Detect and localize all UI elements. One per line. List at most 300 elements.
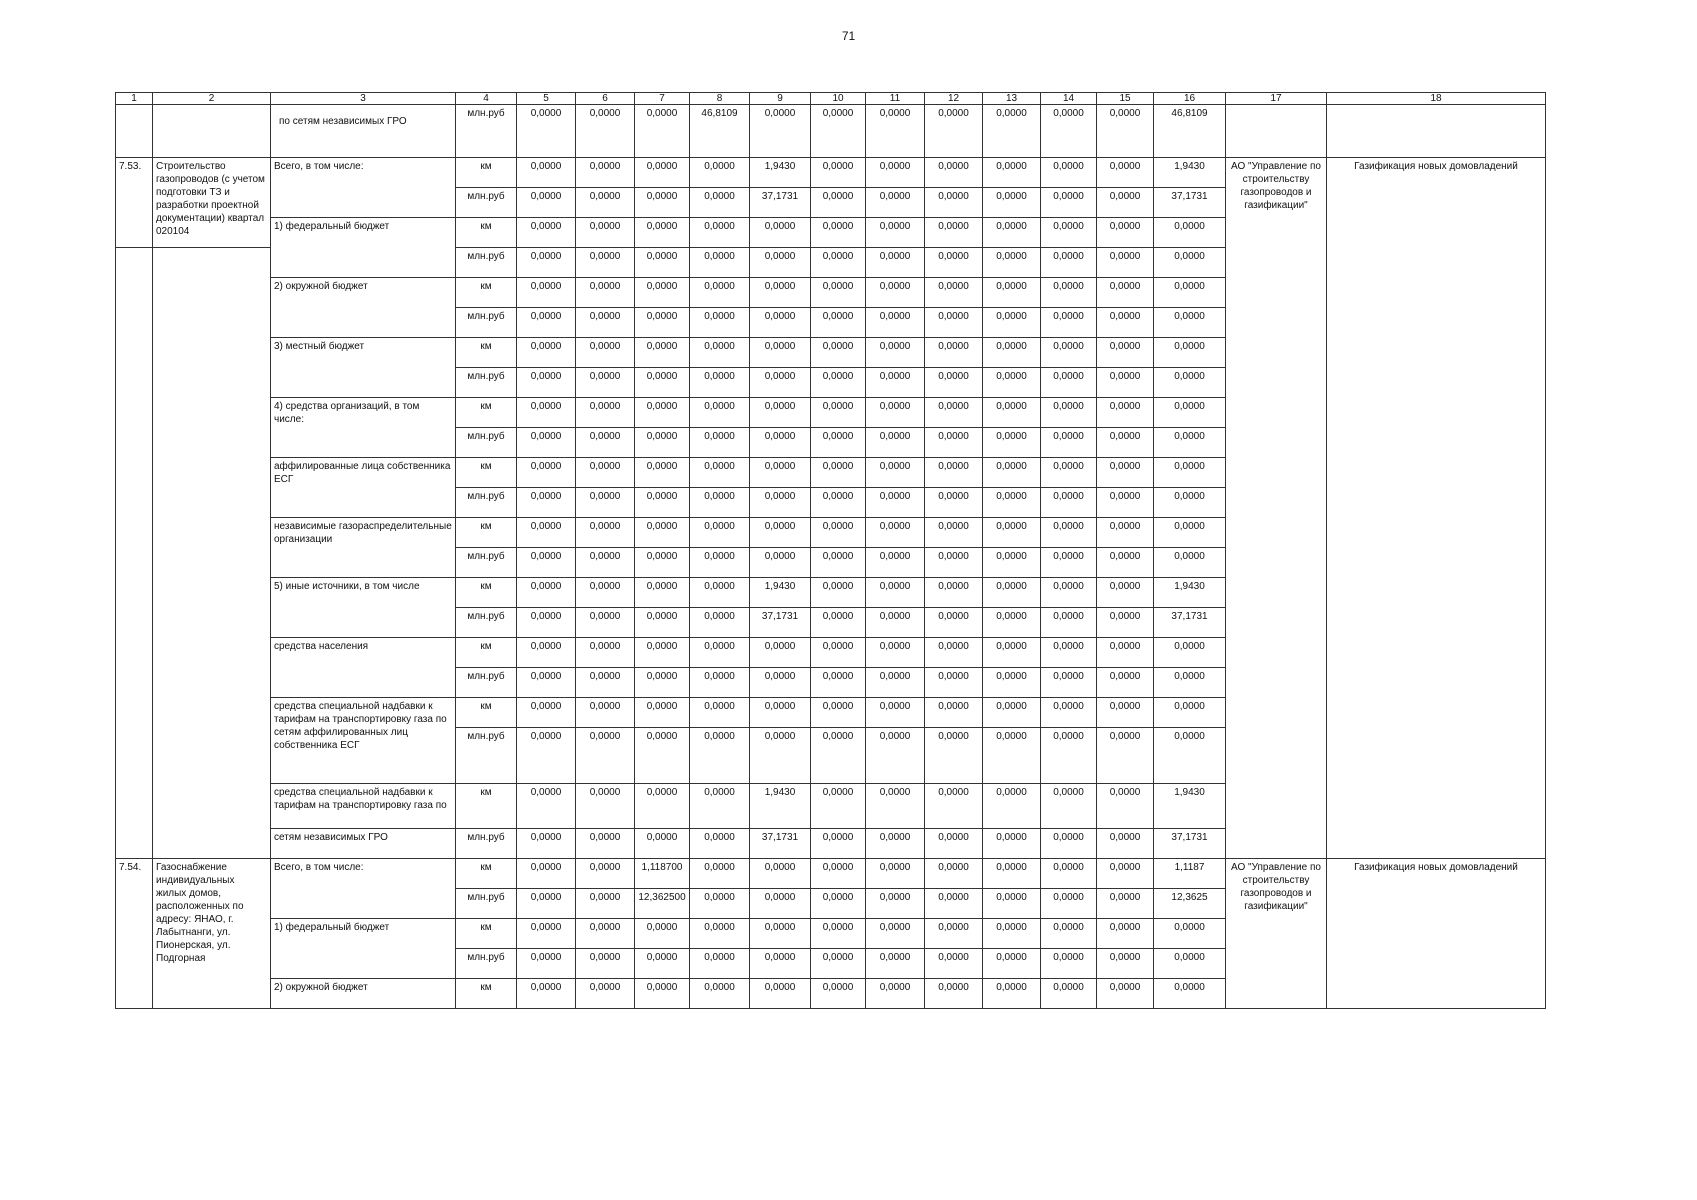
value-cell: 0,0000 [690, 278, 750, 308]
value-cell: 37,1731 [750, 608, 811, 638]
value-cell: 0,0000 [576, 188, 635, 218]
value-cell: 0,0000 [925, 428, 983, 458]
value-cell: 0,0000 [690, 728, 750, 784]
value-cell: 0,0000 [811, 218, 866, 248]
value-cell: 0,0000 [1097, 218, 1154, 248]
value-cell: 0,0000 [750, 548, 811, 578]
value-cell: 0,0000 [866, 578, 925, 608]
value-cell: 0,0000 [866, 548, 925, 578]
value-cell: 0,0000 [1097, 829, 1154, 859]
value-cell: 0,0000 [866, 668, 925, 698]
row-label: по сетям независимых ГРО [271, 105, 456, 158]
value-cell: 0,0000 [811, 889, 866, 919]
value-cell: 0,0000 [635, 458, 690, 488]
value-cell: 0,0000 [517, 578, 576, 608]
value-cell: 0,0000 [576, 398, 635, 428]
value-cell: 12,3625 [1154, 889, 1226, 919]
value-cell: 0,0000 [866, 428, 925, 458]
value-cell: 0,0000 [690, 859, 750, 889]
value-cell: 0,0000 [750, 859, 811, 889]
value-cell: 0,0000 [925, 368, 983, 398]
value-cell: 0,0000 [576, 784, 635, 829]
value-cell: 0,0000 [1097, 548, 1154, 578]
unit-cell: млн.руб [456, 728, 517, 784]
unit-cell: млн.руб [456, 548, 517, 578]
value-cell: 0,0000 [983, 859, 1041, 889]
value-cell: 0,0000 [1041, 578, 1097, 608]
table-row [116, 93, 1546, 105]
value-cell: 0,0000 [517, 398, 576, 428]
empty-cell [116, 105, 153, 158]
unit-cell: км [456, 578, 517, 608]
value-cell: 0,0000 [635, 578, 690, 608]
value-cell: 0,0000 [866, 218, 925, 248]
value-cell: 0,0000 [750, 979, 811, 1009]
value-cell: 0,0000 [983, 105, 1041, 158]
value-cell: 0,0000 [1041, 949, 1097, 979]
value-cell: 46,8109 [690, 105, 750, 158]
value-cell: 0,0000 [1041, 105, 1097, 158]
value-cell: 0,0000 [925, 829, 983, 859]
unit-cell: км [456, 919, 517, 949]
value-cell: 0,0000 [925, 919, 983, 949]
unit-cell: млн.руб [456, 668, 517, 698]
value-cell: 0,0000 [983, 889, 1041, 919]
value-cell: 0,0000 [811, 859, 866, 889]
value-cell: 0,0000 [866, 105, 925, 158]
value-cell: 0,0000 [983, 458, 1041, 488]
value-cell: 0,0000 [866, 698, 925, 728]
value-cell: 0,0000 [635, 919, 690, 949]
value-cell: 0,0000 [811, 278, 866, 308]
value-cell: 0,0000 [1097, 668, 1154, 698]
value-cell: 0,0000 [690, 829, 750, 859]
value-cell: 0,0000 [811, 488, 866, 518]
value-cell: 37,1731 [1154, 188, 1226, 218]
value-cell: 37,1731 [1154, 829, 1226, 859]
value-cell: 0,0000 [866, 368, 925, 398]
value-cell: 0,0000 [1154, 368, 1226, 398]
value-cell: 0,0000 [811, 548, 866, 578]
unit-cell: км [456, 158, 517, 188]
value-cell: 0,0000 [1097, 949, 1154, 979]
value-cell: 0,0000 [635, 248, 690, 278]
value-cell: 0,0000 [635, 698, 690, 728]
value-cell: 0,0000 [866, 158, 925, 188]
unit-cell: млн.руб [456, 608, 517, 638]
value-cell: 0,0000 [690, 248, 750, 278]
unit-cell: млн.руб [456, 308, 517, 338]
value-cell: 0,0000 [635, 979, 690, 1009]
value-cell: 0,0000 [866, 829, 925, 859]
row-label: 3) местный бюджет [271, 338, 456, 398]
value-cell: 0,0000 [1154, 278, 1226, 308]
value-cell: 0,0000 [1154, 458, 1226, 488]
purpose-cell: Газификация новых домовладений [1327, 859, 1546, 1009]
unit-cell: км [456, 278, 517, 308]
value-cell: 0,0000 [750, 518, 811, 548]
value-cell: 0,0000 [635, 548, 690, 578]
value-cell: 0,0000 [1041, 668, 1097, 698]
value-cell: 0,0000 [866, 728, 925, 784]
value-cell: 0,0000 [811, 458, 866, 488]
value-cell: 0,0000 [925, 728, 983, 784]
value-cell: 0,0000 [635, 949, 690, 979]
value-cell: 0,0000 [983, 518, 1041, 548]
value-cell: 0,0000 [635, 188, 690, 218]
value-cell: 0,0000 [1041, 488, 1097, 518]
value-cell: 0,0000 [866, 338, 925, 368]
value-cell: 0,0000 [1041, 518, 1097, 548]
value-cell: 0,0000 [635, 398, 690, 428]
column-header: 3 [271, 93, 456, 105]
table-row [116, 859, 1546, 889]
value-cell: 0,0000 [866, 919, 925, 949]
value-cell: 0,0000 [866, 518, 925, 548]
unit-cell: км [456, 338, 517, 368]
value-cell: 0,0000 [517, 308, 576, 338]
value-cell: 0,0000 [690, 668, 750, 698]
empty-cell [1226, 105, 1327, 158]
value-cell: 0,0000 [1154, 638, 1226, 668]
unit-cell: км [456, 784, 517, 829]
value-cell: 0,0000 [866, 638, 925, 668]
value-cell: 0,0000 [983, 949, 1041, 979]
value-cell: 0,0000 [1041, 158, 1097, 188]
value-cell: 37,1731 [750, 188, 811, 218]
value-cell: 0,0000 [517, 188, 576, 218]
value-cell: 0,0000 [811, 518, 866, 548]
column-header: 10 [811, 93, 866, 105]
value-cell: 0,0000 [517, 218, 576, 248]
value-cell: 0,0000 [576, 488, 635, 518]
value-cell: 1,118700 [635, 859, 690, 889]
value-cell: 0,0000 [750, 278, 811, 308]
value-cell: 0,0000 [983, 368, 1041, 398]
value-cell: 0,0000 [635, 105, 690, 158]
executor-cell: АО "Управление по строительству газопроводов и газификации" [1226, 859, 1327, 1009]
value-cell: 1,9430 [1154, 578, 1226, 608]
value-cell: 0,0000 [517, 608, 576, 638]
value-cell: 0,0000 [925, 979, 983, 1009]
value-cell: 0,0000 [690, 338, 750, 368]
value-cell: 0,0000 [983, 668, 1041, 698]
unit-cell: млн.руб [456, 105, 517, 158]
value-cell: 0,0000 [690, 218, 750, 248]
row-label: сетям независимых ГРО [271, 829, 456, 859]
purpose-cell: Газификация новых домовладений [1327, 158, 1546, 859]
row-label: аффилированные лица собственника ЕСГ [271, 458, 456, 518]
value-cell: 0,0000 [690, 158, 750, 188]
unit-cell: км [456, 859, 517, 889]
section-number: 7.53. [116, 158, 153, 248]
value-cell: 0,0000 [925, 889, 983, 919]
value-cell: 0,0000 [750, 428, 811, 458]
value-cell: 0,0000 [1097, 784, 1154, 829]
value-cell: 0,0000 [1041, 919, 1097, 949]
value-cell: 0,0000 [1041, 728, 1097, 784]
value-cell: 0,0000 [517, 889, 576, 919]
value-cell: 0,0000 [866, 859, 925, 889]
value-cell: 0,0000 [983, 548, 1041, 578]
value-cell: 0,0000 [925, 638, 983, 668]
value-cell: 0,0000 [925, 338, 983, 368]
value-cell: 0,0000 [517, 518, 576, 548]
row-label: 1) федеральный бюджет [271, 218, 456, 278]
value-cell: 12,362500 [635, 889, 690, 919]
column-header: 7 [635, 93, 690, 105]
value-cell: 0,0000 [925, 458, 983, 488]
table-row [116, 105, 1546, 158]
value-cell: 0,0000 [811, 158, 866, 188]
value-cell: 0,0000 [866, 608, 925, 638]
value-cell: 0,0000 [811, 248, 866, 278]
empty-cell [153, 248, 271, 859]
value-cell: 0,0000 [1154, 248, 1226, 278]
value-cell: 0,0000 [690, 188, 750, 218]
value-cell: 0,0000 [750, 668, 811, 698]
value-cell: 0,0000 [690, 698, 750, 728]
value-cell: 0,0000 [1041, 784, 1097, 829]
value-cell: 0,0000 [517, 548, 576, 578]
value-cell: 0,0000 [811, 578, 866, 608]
unit-cell: млн.руб [456, 949, 517, 979]
value-cell: 0,0000 [811, 188, 866, 218]
value-cell: 0,0000 [866, 979, 925, 1009]
value-cell: 0,0000 [983, 428, 1041, 458]
value-cell: 0,0000 [983, 829, 1041, 859]
value-cell: 0,0000 [750, 488, 811, 518]
unit-cell: млн.руб [456, 829, 517, 859]
value-cell: 0,0000 [983, 158, 1041, 188]
value-cell: 0,0000 [576, 458, 635, 488]
empty-cell [153, 105, 271, 158]
value-cell: 0,0000 [576, 889, 635, 919]
value-cell: 0,0000 [866, 488, 925, 518]
value-cell: 0,0000 [1097, 919, 1154, 949]
unit-cell: км [456, 218, 517, 248]
value-cell: 0,0000 [925, 518, 983, 548]
value-cell: 0,0000 [811, 784, 866, 829]
column-header: 9 [750, 93, 811, 105]
value-cell: 0,0000 [517, 668, 576, 698]
value-cell: 0,0000 [1041, 608, 1097, 638]
unit-cell: млн.руб [456, 428, 517, 458]
unit-cell: млн.руб [456, 188, 517, 218]
value-cell: 0,0000 [1041, 829, 1097, 859]
value-cell: 0,0000 [1097, 518, 1154, 548]
column-header: 12 [925, 93, 983, 105]
value-cell: 0,0000 [690, 578, 750, 608]
value-cell: 0,0000 [983, 278, 1041, 308]
value-cell: 0,0000 [690, 398, 750, 428]
value-cell: 0,0000 [750, 368, 811, 398]
value-cell: 0,0000 [1154, 428, 1226, 458]
value-cell: 0,0000 [925, 158, 983, 188]
value-cell: 0,0000 [576, 728, 635, 784]
value-cell: 0,0000 [925, 488, 983, 518]
column-header: 8 [690, 93, 750, 105]
value-cell: 0,0000 [1154, 668, 1226, 698]
value-cell: 0,0000 [925, 859, 983, 889]
value-cell: 0,0000 [1097, 608, 1154, 638]
value-cell: 0,0000 [811, 668, 866, 698]
value-cell: 0,0000 [1097, 728, 1154, 784]
value-cell: 1,9430 [750, 784, 811, 829]
column-header: 11 [866, 93, 925, 105]
value-cell: 0,0000 [576, 608, 635, 638]
unit-cell: млн.руб [456, 368, 517, 398]
value-cell: 0,0000 [576, 548, 635, 578]
value-cell: 0,0000 [1041, 218, 1097, 248]
value-cell: 0,0000 [866, 458, 925, 488]
value-cell: 0,0000 [1097, 488, 1154, 518]
value-cell: 0,0000 [925, 188, 983, 218]
value-cell: 0,0000 [1041, 188, 1097, 218]
value-cell: 0,0000 [1041, 979, 1097, 1009]
value-cell: 0,0000 [635, 784, 690, 829]
value-cell: 0,0000 [635, 368, 690, 398]
value-cell: 0,0000 [1097, 428, 1154, 458]
value-cell: 0,0000 [517, 338, 576, 368]
unit-cell: км [456, 698, 517, 728]
value-cell: 1,9430 [1154, 158, 1226, 188]
value-cell: 0,0000 [1097, 638, 1154, 668]
value-cell: 0,0000 [517, 458, 576, 488]
value-cell: 1,9430 [1154, 784, 1226, 829]
value-cell: 0,0000 [750, 919, 811, 949]
unit-cell: млн.руб [456, 889, 517, 919]
value-cell: 0,0000 [983, 248, 1041, 278]
value-cell: 0,0000 [1041, 698, 1097, 728]
value-cell: 0,0000 [1154, 488, 1226, 518]
value-cell: 0,0000 [1154, 979, 1226, 1009]
value-cell: 0,0000 [517, 829, 576, 859]
section-number: 7.54. [116, 859, 153, 1009]
value-cell: 0,0000 [576, 979, 635, 1009]
value-cell: 0,0000 [1097, 698, 1154, 728]
value-cell: 0,0000 [1154, 698, 1226, 728]
unit-cell: км [456, 979, 517, 1009]
value-cell: 0,0000 [1154, 949, 1226, 979]
value-cell: 0,0000 [1097, 105, 1154, 158]
value-cell: 0,0000 [866, 188, 925, 218]
value-cell: 0,0000 [983, 919, 1041, 949]
value-cell: 0,0000 [1097, 578, 1154, 608]
value-cell: 0,0000 [635, 638, 690, 668]
value-cell: 0,0000 [983, 698, 1041, 728]
value-cell: 0,0000 [690, 919, 750, 949]
value-cell: 0,0000 [576, 368, 635, 398]
value-cell: 0,0000 [690, 784, 750, 829]
value-cell: 0,0000 [1097, 338, 1154, 368]
value-cell: 0,0000 [576, 638, 635, 668]
value-cell: 0,0000 [811, 308, 866, 338]
value-cell: 0,0000 [635, 728, 690, 784]
value-cell: 0,0000 [576, 578, 635, 608]
section-name: Строительство газопроводов (с учетом подготовки ТЗ и разработки проектной документации) квартал 020104 [153, 158, 271, 248]
page-number: 71 [841, 29, 856, 43]
value-cell: 0,0000 [517, 368, 576, 398]
value-cell: 0,0000 [983, 728, 1041, 784]
value-cell: 0,0000 [1041, 638, 1097, 668]
value-cell: 0,0000 [635, 488, 690, 518]
value-cell: 0,0000 [635, 278, 690, 308]
value-cell: 0,0000 [690, 368, 750, 398]
value-cell: 0,0000 [925, 105, 983, 158]
column-header: 18 [1327, 93, 1546, 105]
value-cell: 0,0000 [925, 668, 983, 698]
table-row [116, 158, 1546, 188]
value-cell: 0,0000 [811, 829, 866, 859]
value-cell: 0,0000 [635, 308, 690, 338]
value-cell: 0,0000 [1154, 218, 1226, 248]
value-cell: 0,0000 [576, 698, 635, 728]
row-label: 2) окружной бюджет [271, 979, 456, 1009]
row-label: средства специальной надбавки к тарифам на транспортировку газа по сетям аффилированных лиц собственника ЕСГ [271, 698, 456, 784]
column-header: 14 [1041, 93, 1097, 105]
value-cell: 0,0000 [811, 398, 866, 428]
value-cell: 0,0000 [1097, 248, 1154, 278]
value-cell: 0,0000 [635, 608, 690, 638]
value-cell: 0,0000 [576, 668, 635, 698]
value-cell: 0,0000 [811, 698, 866, 728]
value-cell: 0,0000 [925, 949, 983, 979]
column-header: 13 [983, 93, 1041, 105]
value-cell: 37,1731 [1154, 608, 1226, 638]
value-cell: 0,0000 [750, 105, 811, 158]
value-cell: 0,0000 [983, 578, 1041, 608]
value-cell: 0,0000 [517, 158, 576, 188]
value-cell: 0,0000 [925, 248, 983, 278]
value-cell: 0,0000 [576, 518, 635, 548]
value-cell: 0,0000 [576, 218, 635, 248]
row-label: 2) окружной бюджет [271, 278, 456, 338]
value-cell: 0,0000 [517, 428, 576, 458]
value-cell: 0,0000 [1154, 919, 1226, 949]
value-cell: 0,0000 [1041, 548, 1097, 578]
value-cell: 0,0000 [811, 979, 866, 1009]
value-cell: 0,0000 [1041, 428, 1097, 458]
value-cell: 0,0000 [1097, 158, 1154, 188]
value-cell: 0,0000 [1097, 368, 1154, 398]
value-cell: 0,0000 [1097, 889, 1154, 919]
value-cell: 0,0000 [690, 308, 750, 338]
value-cell: 0,0000 [690, 488, 750, 518]
value-cell: 0,0000 [811, 338, 866, 368]
value-cell: 0,0000 [811, 368, 866, 398]
column-header: 16 [1154, 93, 1226, 105]
value-cell: 0,0000 [1097, 308, 1154, 338]
value-cell: 0,0000 [866, 248, 925, 278]
value-cell: 0,0000 [576, 278, 635, 308]
value-cell: 0,0000 [690, 889, 750, 919]
value-cell: 0,0000 [517, 728, 576, 784]
value-cell: 0,0000 [750, 889, 811, 919]
value-cell: 0,0000 [690, 428, 750, 458]
investment-table [115, 92, 1546, 1009]
value-cell: 0,0000 [866, 278, 925, 308]
row-label: Всего, в том числе: [271, 859, 456, 919]
value-cell: 0,0000 [925, 578, 983, 608]
value-cell: 0,0000 [983, 398, 1041, 428]
value-cell: 0,0000 [690, 608, 750, 638]
value-cell: 0,0000 [811, 949, 866, 979]
column-header: 17 [1226, 93, 1327, 105]
column-header: 2 [153, 93, 271, 105]
value-cell: 0,0000 [925, 784, 983, 829]
value-cell: 0,0000 [690, 979, 750, 1009]
